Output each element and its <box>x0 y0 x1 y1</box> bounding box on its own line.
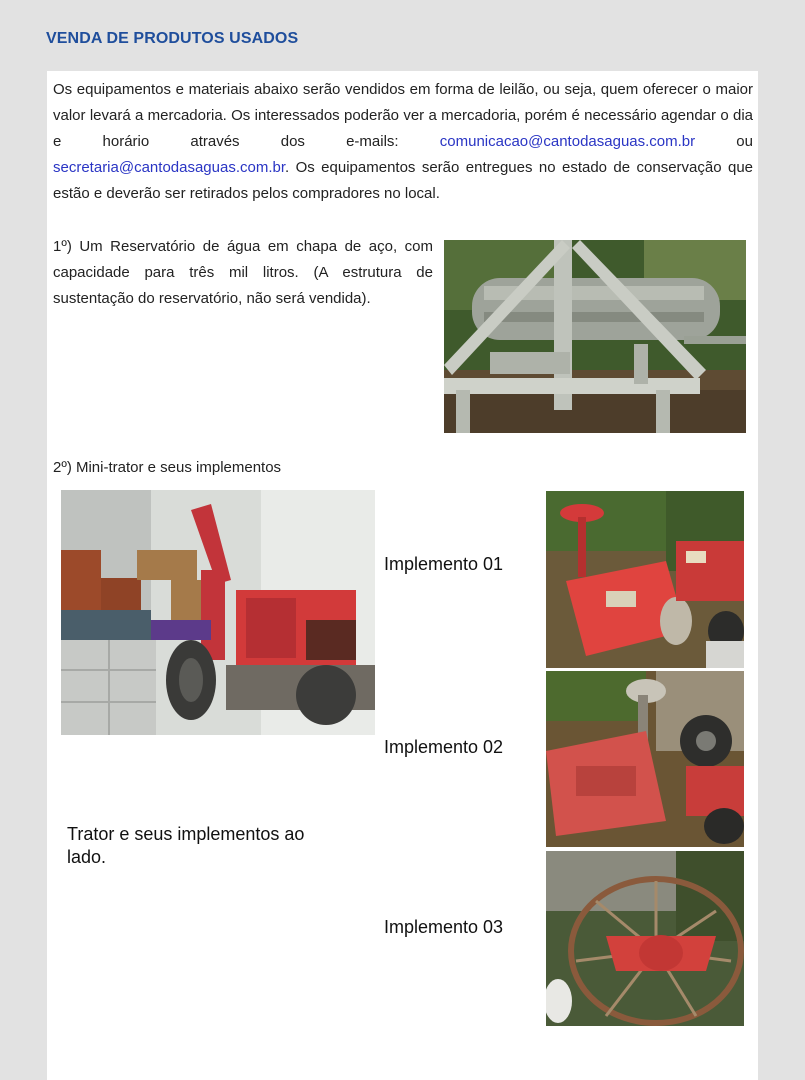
email-link-comunicacao[interactable]: comunicacao@cantodasaguas.com.br <box>439 133 696 150</box>
tractor-photo <box>61 490 375 735</box>
implement-3-photo <box>546 851 744 1026</box>
implement-label-3: Implemento 03 <box>384 917 504 937</box>
reservoir-photo <box>444 240 746 433</box>
email-link-secretaria[interactable]: secretaria@cantodasaguas.com.br <box>53 159 286 176</box>
tractor-caption: Trator e seus implementos ao lado. <box>67 824 305 867</box>
intro-text-1: Os equipamentos e materiais abaixo serão vendidos em forma de leilão, ou seja, quem oferecer o maior valor levará a mercadoria. Os interessados poderão ver a mercadoria, porém é necessário agendar o dia e horário através dos e-mails: <box>53 81 753 150</box>
item2-heading: 2º) Mini-trator e seus implementos <box>53 459 282 476</box>
item1-description: 1º) Um Reservatório de água em chapa de aço, com capacidade para três mil litros. (A estrutura de sustentação do reservatório, não será vendida). <box>53 238 433 307</box>
implement-label-2: Implemento 02 <box>384 737 504 757</box>
content-panel <box>47 71 758 1080</box>
implement-1-photo <box>546 491 744 668</box>
implement-2-photo <box>546 671 744 847</box>
intro-text-3: . Os equipamentos serão entregues no estado de conservação que estão e deverão ser retirados pelos compradores no local. <box>53 159 753 202</box>
page-title: VENDA DE PRODUTOS USADOS <box>46 30 299 47</box>
intro-paragraph <box>53 77 753 207</box>
implement-label-1: Implemento 01 <box>384 554 504 574</box>
intro-text-2: ou <box>695 133 753 150</box>
